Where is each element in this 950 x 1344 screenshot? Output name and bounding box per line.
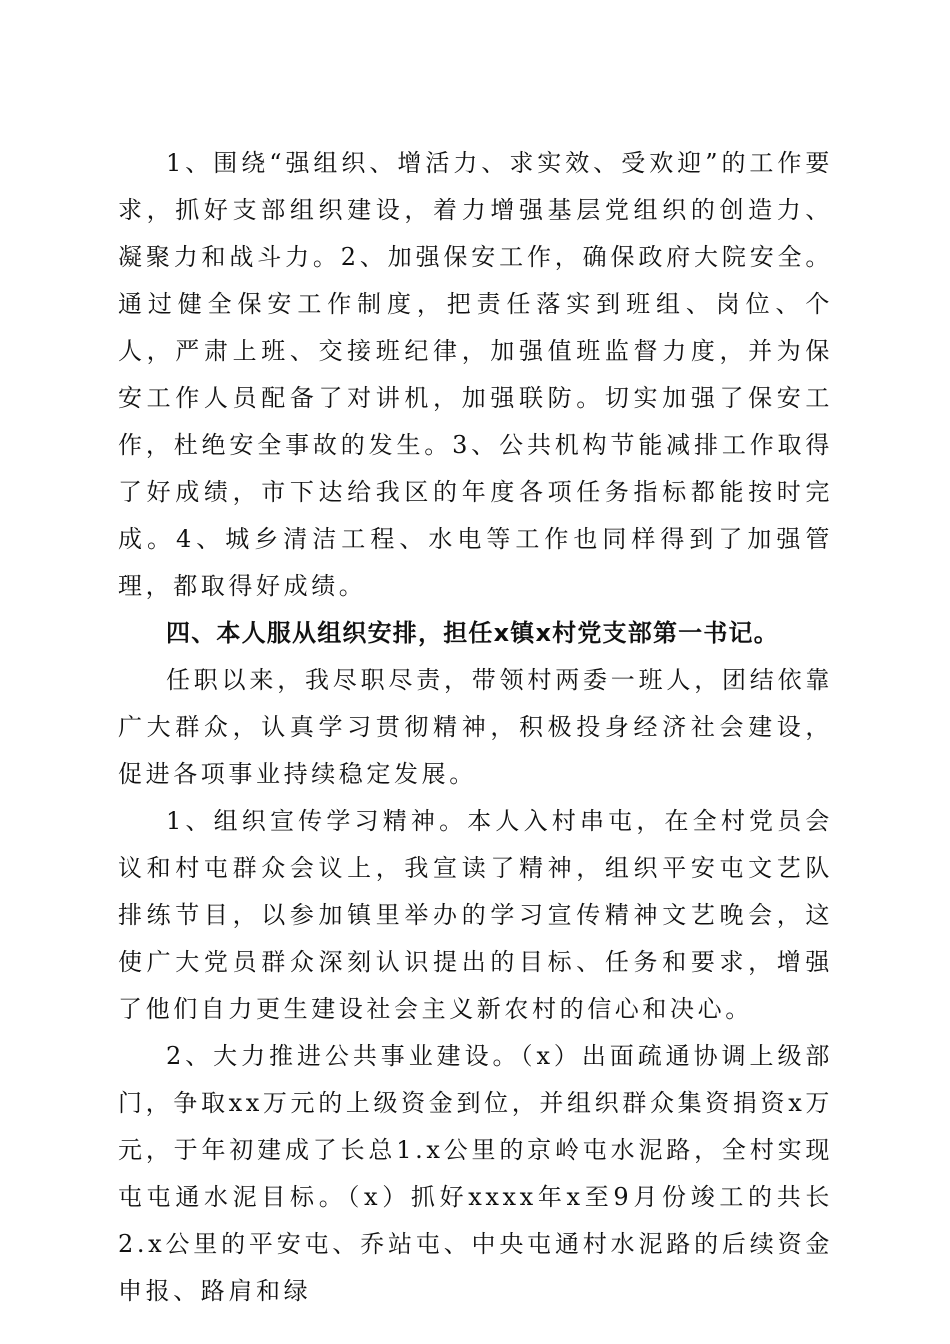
section-heading-first-secretary: 四、本人服从组织安排，担任x镇x村党支部第一书记。 xyxy=(166,619,779,647)
paragraph-public-construction: 2、大力推进公共事业建设。（x）出面疏通协调上级部门，争取xx万元的上级资金到位，并组织群众集资捐资x万元，于年初建成了长总1.x公里的京岭屯水泥路，全村实现屯屯通水泥目标。（x）抓好xxxx年x至9月份竣工的共长2.x公里的平安屯、乔站屯、中央屯通村水泥路的后续资金申报、路肩和绿 xyxy=(118,1042,833,1305)
document-body xyxy=(118,140,833,1315)
paragraph-work-achievements: 1、围绕“强组织、增活力、求实效、受欢迎”的工作要求，抓好支部组织建设，着力增强基层党组织的创造力、凝聚力和战斗力。2、加强保安工作，确保政府大院安全。通过健全保安工作制度，把责任落实到班组、岗位、个人，严肃上班、交接班纪律，加强值班监督力度，并为保安工作人员配备了对讲机，加强联防。切实加强了保安工作，杜绝安全事故的发生。3、公共机构节能减排工作取得了好成绩，市下达给我区的年度各项任务指标都能按时完成。4、城乡清洁工程、水电等工作也同样得到了加强管理，都取得好成绩。 xyxy=(118,149,833,600)
paragraph-publicity-study: 1、组织宣传学习精神。本人入村串屯，在全村党员会议和村屯群众会议上，我宣读了精神，组织平安屯文艺队排练节目，以参加镇里举办的学习宣传精神文艺晚会，这使广大党员群众深刻认识提出的目标、任务和要求，增强了他们自力更生建设社会主义新农村的信心和决心。 xyxy=(118,807,833,1023)
paragraph-since-appointment: 任职以来，我尽职尽责，带领村两委一班人，团结依靠广大群众，认真学习贯彻精神，积极投身经济社会建设，促进各项事业持续稳定发展。 xyxy=(118,666,833,788)
